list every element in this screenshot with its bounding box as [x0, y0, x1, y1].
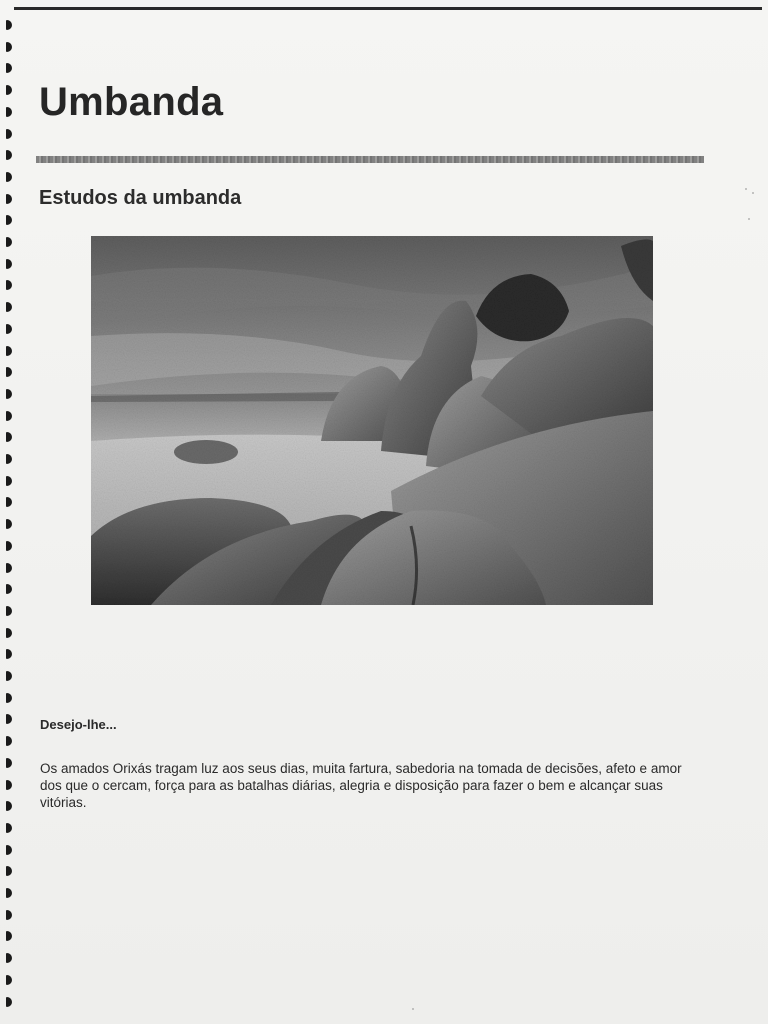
greeting-heading: Desejo-lhe... [40, 717, 117, 732]
binding-hole [6, 845, 12, 855]
binding-hole [6, 63, 12, 73]
binding-hole [6, 129, 12, 139]
body-paragraph: Os amados Orixás tragam luz aos seus dias, muita fartura, sabedoria na tomada de decisões, afeto e amor dos que o cercam, força para as batalhas diárias, alegria e disposição para fazer o bem e alcançar suas vitórias. [40, 761, 682, 810]
binding-hole [6, 107, 12, 117]
binding-hole [6, 346, 12, 356]
binding-hole [6, 411, 12, 421]
binding-hole [6, 497, 12, 507]
binding-hole [6, 758, 12, 768]
binding-hole [6, 237, 12, 247]
binding-hole [6, 910, 12, 920]
binding-hole [6, 628, 12, 638]
binding-hole [6, 671, 12, 681]
binding-hole [6, 714, 12, 724]
binding-hole [6, 20, 12, 30]
binding-hole [6, 931, 12, 941]
binding-hole [6, 172, 12, 182]
binding-hole [6, 42, 12, 52]
page-title: Umbanda [39, 80, 224, 124]
binding-hole [6, 454, 12, 464]
title-divider [36, 156, 704, 163]
binding-hole [6, 649, 12, 659]
binding-hole [6, 476, 12, 486]
binding-hole [6, 324, 12, 334]
binding-hole [6, 541, 12, 551]
binding-hole [6, 584, 12, 594]
binding-hole [6, 85, 12, 95]
binding-hole [6, 432, 12, 442]
binding-hole [6, 866, 12, 876]
binding-hole [6, 194, 12, 204]
binding-hole [6, 367, 12, 377]
binding-hole [6, 280, 12, 290]
binding-hole [6, 563, 12, 573]
binding-hole [6, 302, 12, 312]
binding-hole [6, 150, 12, 160]
spiral-binding [4, 20, 18, 1020]
binding-hole [6, 519, 12, 529]
binding-hole [6, 953, 12, 963]
binding-hole [6, 736, 12, 746]
binding-hole [6, 975, 12, 985]
binding-hole [6, 801, 12, 811]
binding-hole [6, 997, 12, 1007]
binding-hole [6, 780, 12, 790]
binding-hole [6, 389, 12, 399]
binding-hole [6, 215, 12, 225]
binding-hole [6, 693, 12, 703]
binding-hole [6, 888, 12, 898]
section-subtitle: Estudos da umbanda [39, 187, 242, 209]
binding-hole [6, 606, 12, 616]
beach-boulders-photo [91, 236, 653, 605]
binding-hole [6, 259, 12, 269]
binding-hole [6, 823, 12, 833]
top-border-line [14, 7, 762, 10]
